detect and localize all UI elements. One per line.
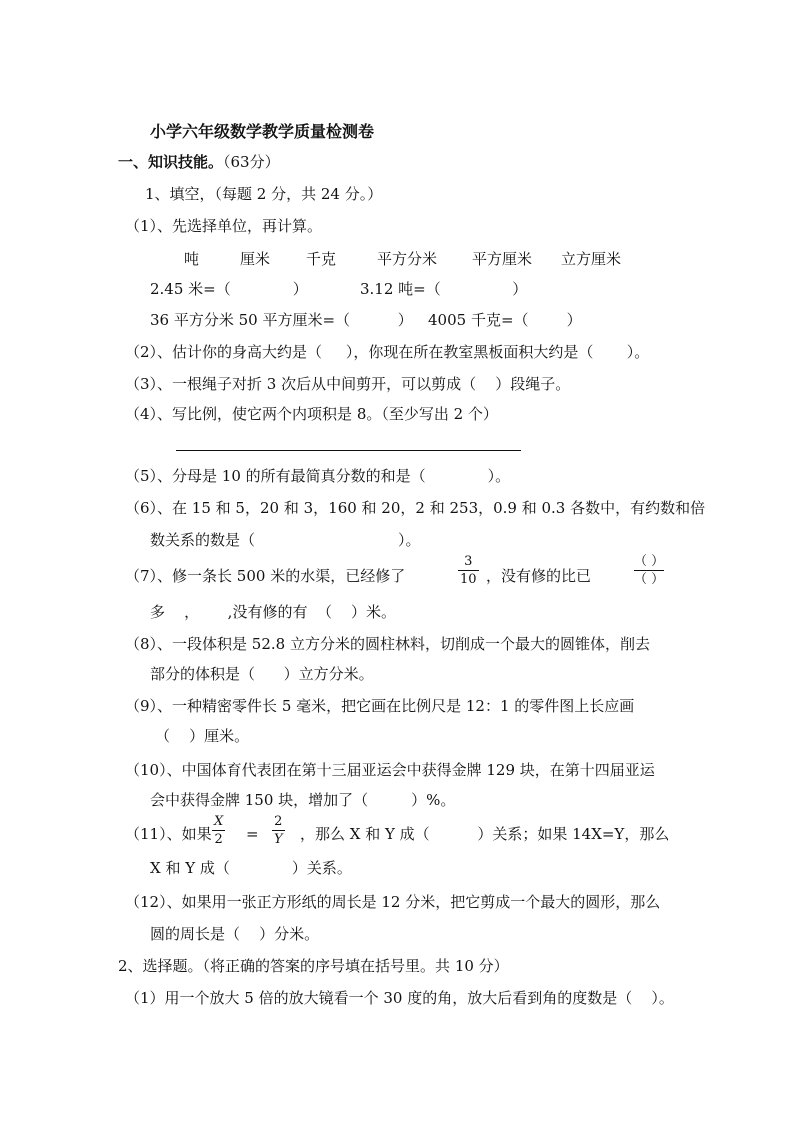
- question-8-line-2: 部分的体积是（ ）立方分米。: [150, 665, 374, 683]
- fraction-denominator: 10: [460, 572, 477, 587]
- fraction-denominator: Y: [274, 832, 283, 847]
- question-6-line-1: （6）、在 15 和 5，20 和 3，160 和 20，2 和 253，0.9 和 0.3 各数中，有约数和倍: [125, 499, 706, 517]
- question-2: （2）、估计你的身高大约是（ ），你现在所在教室黑板面积大约是（ ）。: [125, 343, 650, 361]
- answer-line: [176, 450, 521, 451]
- fraction-numerator: 2: [274, 814, 283, 829]
- question-7-part-2: ，没有修的比已: [486, 567, 592, 585]
- choice-heading: 2、选择题。（将正确的答案的序号填在括号里。共 10 分）: [118, 957, 509, 975]
- fraction-numerator: 3: [464, 554, 473, 569]
- section-1-heading: [118, 152, 280, 172]
- question-1: （1）、先选择单位，再计算。: [125, 217, 323, 235]
- fraction-bar: [458, 570, 479, 571]
- question-10-line-2: 会中获得金牌 150 块，增加了（ ）%。: [150, 791, 456, 809]
- question-7-part-1: （7）、修一条长 500 米的水渠，已经修了: [125, 567, 406, 585]
- question-5: （5）、分母是 10 的所有最简真分数的和是（ ）。: [125, 467, 511, 485]
- question-1-line-1b: 3.12 吨=（ ）: [360, 280, 528, 298]
- section-1-score: （63分）: [223, 153, 280, 171]
- unit-option-3: 千克: [306, 250, 337, 268]
- question-3: （3）、一根绳子对折 3 次后从中间剪开，可以剪成（ ）段绳子。: [125, 375, 571, 393]
- fraction-bar: [212, 830, 225, 831]
- page-title: 小学六年级数学教学质量检测卷: [150, 122, 375, 141]
- question-9-line-1: （9）、一种精密零件长 5 毫米，把它画在比例尺是 12：1 的零件图上长应画: [125, 697, 635, 715]
- fraction-2-over-y: [272, 814, 285, 847]
- question-7-line-2: 多 ， ,没有修的有 （ ）米。: [150, 603, 397, 621]
- fraction-bar: [272, 830, 285, 831]
- unit-option-5: 平方厘米: [472, 250, 533, 268]
- section-1-title: 一、知识技能。: [118, 153, 224, 171]
- unit-option-4: 平方分米: [377, 250, 438, 268]
- unit-option-2: 厘米: [240, 250, 271, 268]
- question-4: （4）、写比例，使它两个内项积是 8。（至少写出 2 个）: [125, 405, 498, 423]
- choice-question-1: （1）用一个放大 5 倍的放大镜看一个 30 度的角，放大后看到角的度数是（ ）。: [125, 989, 674, 1007]
- question-12-line-2: 圆的周长是（ ）分米。: [150, 925, 320, 943]
- question-9-line-2: （ ）厘米。: [155, 727, 250, 745]
- question-11-line-2: X 和 Y 成（ ）关系。: [150, 859, 352, 877]
- unit-option-6: 立方厘米: [561, 250, 622, 268]
- fill-in-heading: 1、填空，（每题 2 分，共 24 分。）: [145, 185, 383, 203]
- question-10-line-1: （10）、中国体育代表团在第十三届亚运会中获得金牌 129 块，在第十四届亚运: [125, 761, 655, 779]
- question-8-line-1: （8）、一段体积是 52.8 立方分米的圆柱林料，切削成一个最大的圆锥体，削去: [125, 635, 650, 653]
- fraction-numerator: X: [214, 814, 224, 829]
- blank-denominator: （ ）: [634, 572, 665, 587]
- equals-sign: =: [246, 825, 259, 843]
- question-12-line-1: （12）、如果用一张正方形纸的周长是 12 分米，把它剪成一个最大的圆形，那么: [125, 893, 661, 911]
- question-1-line-1a: 2.45 米=（ ）: [150, 280, 308, 298]
- blank-fraction: [632, 554, 666, 587]
- fraction-denominator: 2: [214, 832, 223, 847]
- question-11-part-2: ，那么 X 和 Y 成（ ）关系；如果 14X=Y，那么: [300, 825, 670, 843]
- question-6-line-2: 数关系的数是（ ）。: [150, 531, 421, 549]
- question-1-line-2a: 36 平方分米 50 平方厘米=（ ）: [150, 311, 413, 329]
- fraction-three-tenths: [458, 554, 479, 587]
- unit-option-1: 吨: [184, 250, 200, 268]
- question-11-part-1: （11）、如果: [125, 825, 212, 843]
- fraction-x-over-2: [212, 814, 225, 847]
- question-1-line-2b: 4005 千克=（ ）: [428, 311, 582, 329]
- fraction-bar: [634, 570, 664, 571]
- blank-numerator: （ ）: [634, 554, 665, 569]
